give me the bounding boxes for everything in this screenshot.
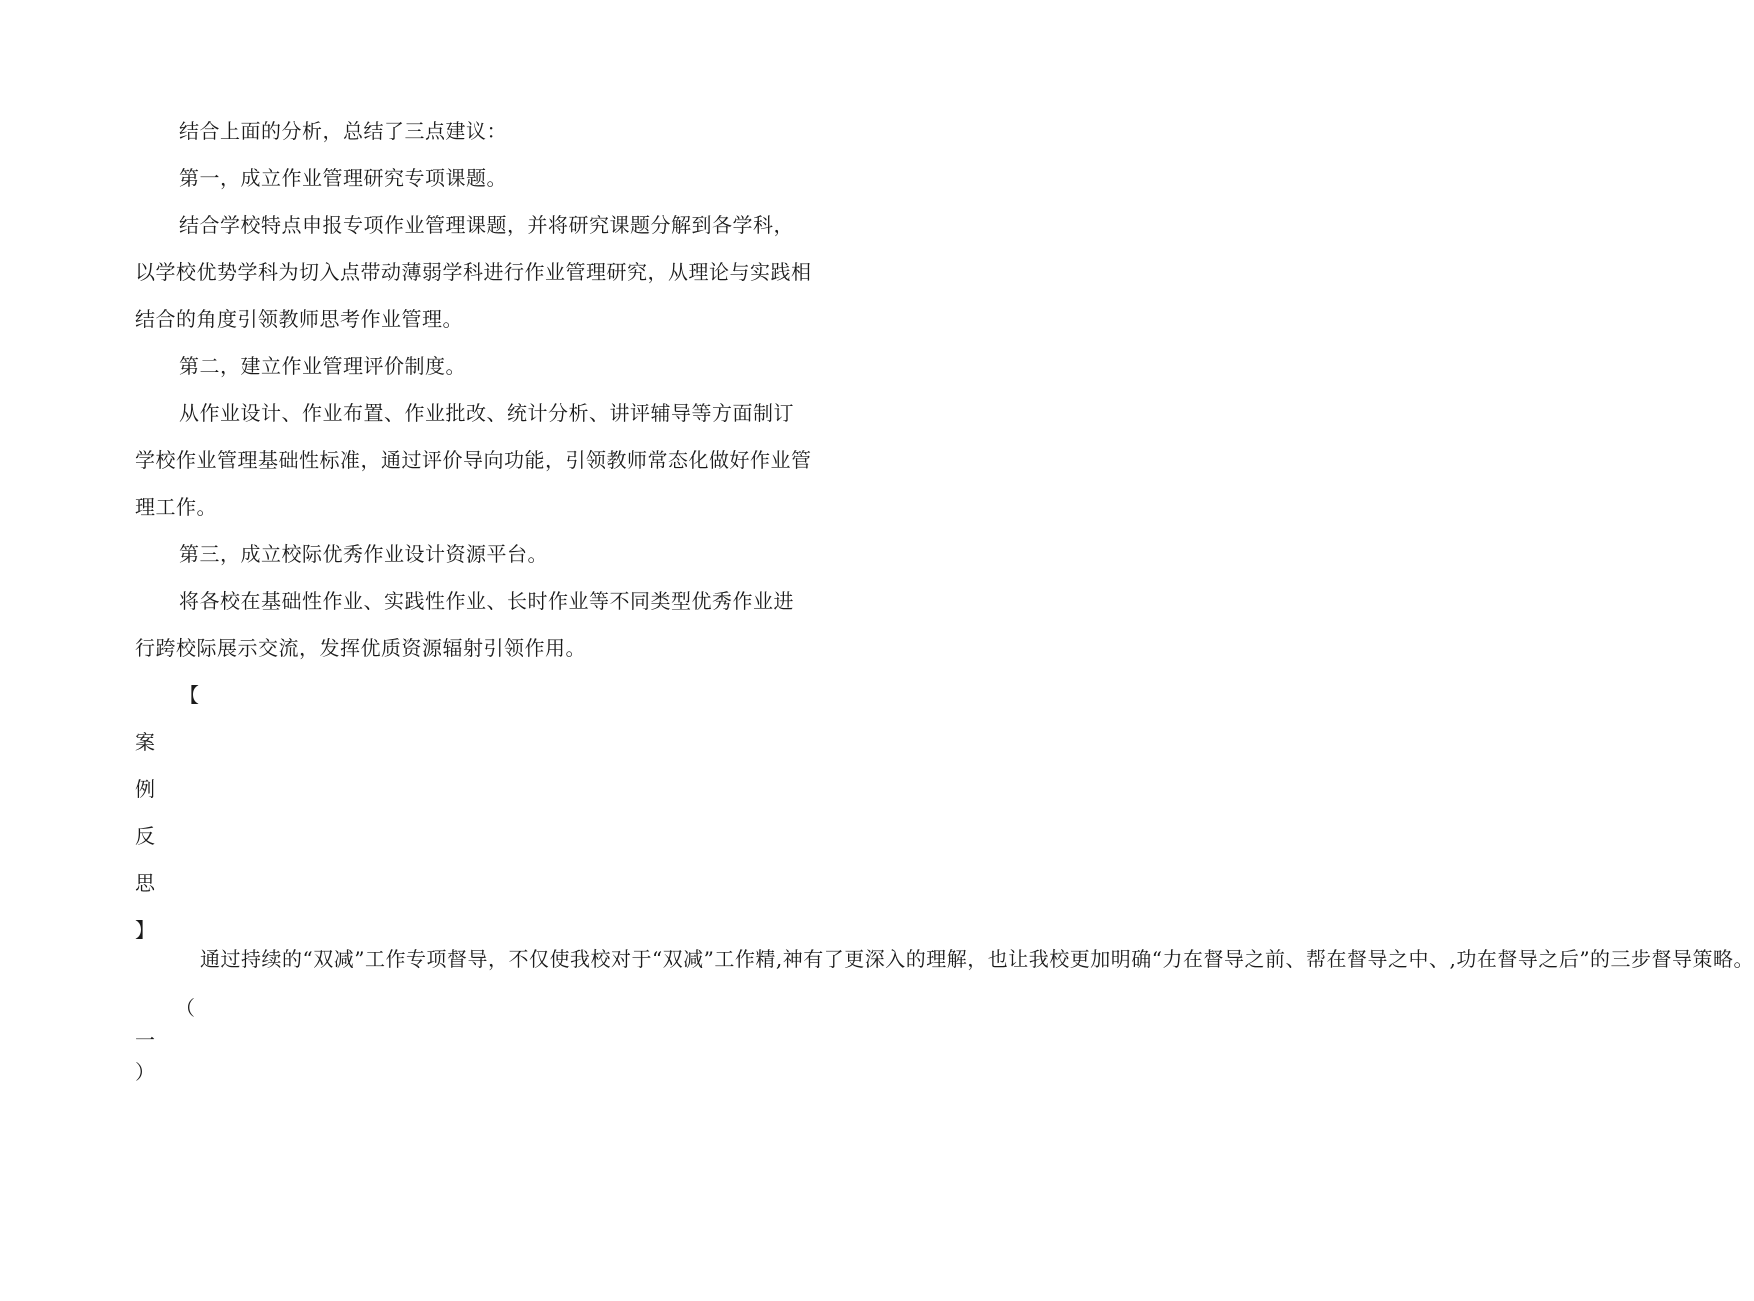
text-line: 反 <box>135 824 156 848</box>
text-line: 】 <box>135 918 156 942</box>
case-reflection-heading: 通过持续的“双减”工作专项督导，不仅使我校对于“双减”工作精,神有了更深入的理解，也让我校更加明确“力在督导之前、帮在督导之中、,功在督导之后”的三步督导策略。 <box>200 947 1754 971</box>
text-line: 结合的角度引领教师思考作业管理。 <box>135 307 463 331</box>
text-line: 从作业设计、作业布置、作业批改、统计分析、讲评辅导等方面制订 <box>179 401 794 425</box>
suggestion-1-body <box>135 202 812 343</box>
text-line: 【 <box>179 683 200 707</box>
text-line: （ <box>175 996 196 1020</box>
intro-line: 结合上面的分析，总结了三点建议： <box>179 119 507 143</box>
text-line: 例 <box>135 777 156 801</box>
text-line: 学校作业管理基础性标准，通过评价导向功能，引领教师常态化做好作业管 <box>135 448 812 472</box>
suggestion-3-body <box>135 578 795 672</box>
text-line: 以学校优势学科为切入点带动薄弱学科进行作业管理研究，从理论与实践相 <box>135 260 812 284</box>
collective-research-paragraph <box>135 672 795 954</box>
text-line: 一 <box>135 1028 156 1052</box>
text-line: 思 <box>135 871 156 895</box>
reflection-paragraph <box>135 992 795 1088</box>
text-line: 理工作。 <box>135 495 217 519</box>
text-line: 将各校在基础性作业、实践性作业、长时作业等不同类型优秀作业进 <box>179 589 794 613</box>
suggestion-1-title: 第一，成立作业管理研究专项课题。 <box>179 166 507 190</box>
suggestion-3-title: 第三，成立校际优秀作业设计资源平台。 <box>179 542 548 566</box>
text-line: 结合学校特点申报专项作业管理课题，并将研究课题分解到各学科， <box>179 213 794 237</box>
text-line: ） <box>135 1060 156 1084</box>
text-line: 案 <box>135 730 156 754</box>
suggestion-2-body <box>135 390 812 531</box>
text-line: 行跨校际展示交流，发挥优质资源辐射引领作用。 <box>135 636 586 660</box>
suggestion-2-title: 第二，建立作业管理评价制度。 <box>179 354 466 378</box>
